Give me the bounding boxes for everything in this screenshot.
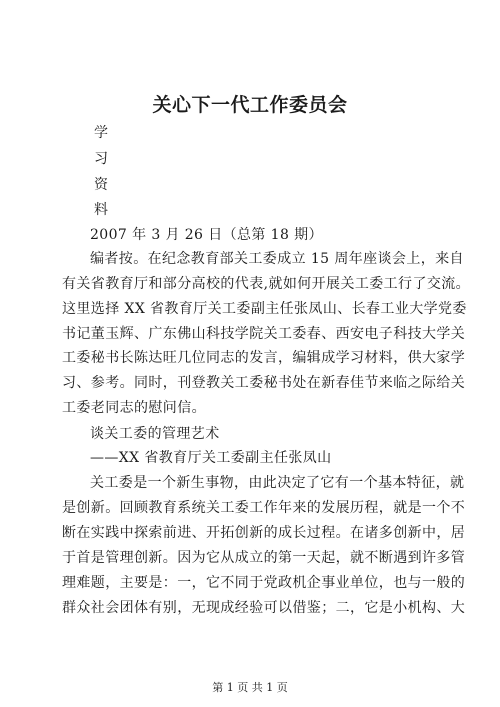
date-line: 2007 年 3 月 26 日（总第 18 期） bbox=[90, 227, 323, 243]
editor-note-line: 工委老同志的慰问信。 bbox=[62, 400, 206, 416]
vertical-char: 习 bbox=[94, 151, 108, 167]
vertical-char: 料 bbox=[94, 202, 108, 218]
vertical-char: 学 bbox=[94, 125, 108, 141]
editor-note-line: 习、参考。同时，刊登教关工委秘书处在新春佳节来临之际给关 bbox=[62, 375, 466, 391]
body-line: 关工委是一个新生事物，由此决定了它有一个基本特征，就 bbox=[90, 475, 465, 491]
article-author: ——XX 省教育厅关工委副主任张凤山 bbox=[90, 450, 332, 466]
body-line: 理难题，主要是：一，它不同于党政机企事业单位，也与一般的 bbox=[62, 575, 466, 591]
editor-note-line: 书记董玉辉、广东佛山科技学院关工委春、西安电子科技大学关 bbox=[62, 326, 466, 342]
editor-note-line: 编者按。在纪念教育部关工委成立 15 周年座谈会上，来自 bbox=[90, 251, 464, 267]
body-line: 群众社会团体有别，无现成经验可以借鉴；二，它是小机构、大 bbox=[62, 600, 466, 616]
body-line: 于首是管理创新。因为它从成立的第一天起，就不断遇到许多管 bbox=[62, 550, 466, 566]
document-title: 关心下一代工作委员会 bbox=[152, 94, 348, 116]
page-footer: 第 1 页 共 1 页 bbox=[212, 681, 288, 694]
editor-note-line: 有关省教育厅和部分高校的代表,就如何开展关工委工行了交流。 bbox=[62, 276, 471, 292]
body-line: 断在实践中探索前进、开拓创新的成长过程。在诸多创新中，居 bbox=[62, 525, 466, 541]
editor-note-line: 工委秘书长陈达旺几位同志的发言，编辑成学习材料，供大家学 bbox=[62, 350, 466, 366]
article-title: 谈关工委的管理艺术 bbox=[90, 426, 220, 442]
vertical-char: 资 bbox=[94, 177, 108, 193]
body-line: 是创新。回顾教育系统关工委工作年来的发展历程，就是一个不 bbox=[62, 500, 466, 516]
editor-note-line: 这里选择 XX 省教育厅关工委副主任张凤山、长春工业大学党委 bbox=[62, 301, 467, 317]
